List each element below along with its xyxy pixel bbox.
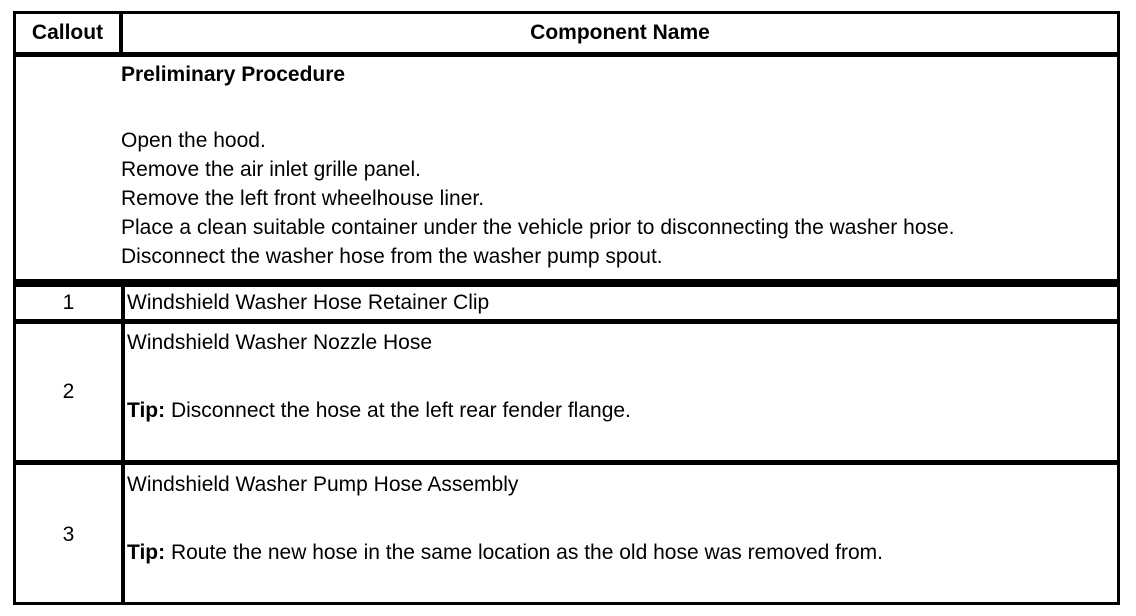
component-name: Windshield Washer Pump Hose Assembly [127, 473, 519, 496]
callout-number: 2 [62, 380, 75, 403]
preliminary-procedure [121, 60, 955, 271]
preliminary-step: Disconnect the washer hose from the washer pump spout. [121, 245, 663, 268]
rule-preliminary-bottom [16, 279, 1117, 287]
component-name: Windshield Washer Nozzle Hose [127, 331, 433, 354]
component-tip [127, 538, 883, 567]
header-callout: Callout [31, 21, 104, 44]
rule-row2-bottom [16, 460, 1117, 465]
callout-number: 1 [62, 291, 75, 314]
component-name: Windshield Washer Hose Retainer Clip [127, 291, 490, 314]
tip-text: Route the new hose in the same location as the old hose was removed from. [165, 541, 884, 564]
preliminary-step: Open the hood. [121, 129, 266, 152]
rule-row1-bottom [16, 319, 1117, 324]
preliminary-step: Place a clean suitable container under the vehicle prior to disconnecting the washer hose. [121, 216, 955, 239]
preliminary-step: Remove the air inlet grille panel. [121, 158, 421, 181]
component-tip [127, 396, 631, 425]
callout-number: 3 [62, 523, 75, 546]
component-table [13, 11, 1120, 605]
tip-label: Tip: [127, 399, 166, 422]
header-component-name: Component Name [530, 21, 710, 44]
rule-column-divider-body [121, 287, 125, 605]
preliminary-title: Preliminary Procedure [121, 63, 346, 86]
tip-label: Tip: [127, 541, 166, 564]
rule-header-bottom [16, 52, 1117, 57]
tip-text: Disconnect the hose at the left rear fender flange. [165, 399, 631, 422]
preliminary-step: Remove the left front wheelhouse liner. [121, 187, 485, 210]
